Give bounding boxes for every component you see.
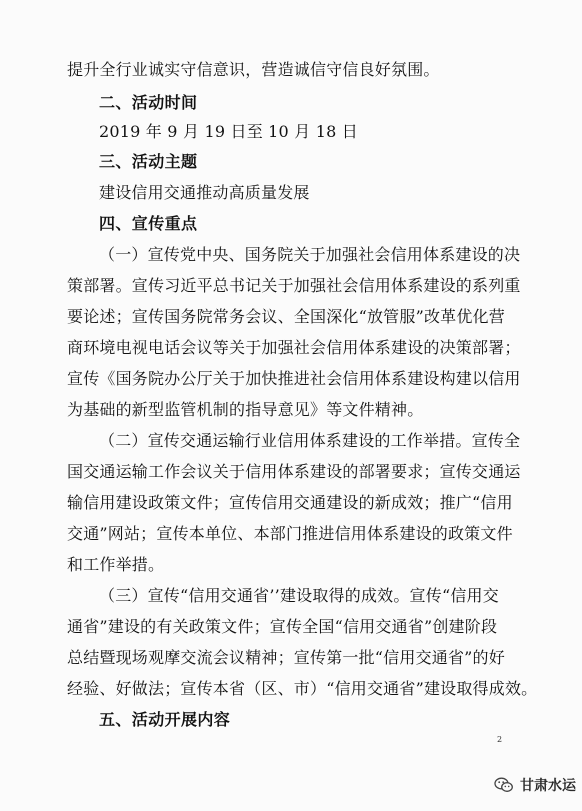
watermark-text: 甘肃水运 [520, 778, 576, 794]
text-line: 通省”建设的有关政策文件；宣传全国“信用交通省”创建阶段 [67, 617, 498, 636]
watermark [494, 770, 576, 800]
text-line: 策部署。宣传习近平总书记关于加强社会信用体系建设的系列重 [67, 276, 521, 295]
text-line: 经验、好做法；宣传本省（区、市）“信用交通省”建设取得成效。 [67, 679, 538, 698]
text-line: 国交通运输工作会议关于信用体系建设的部署要求；宣传交通运 [67, 462, 521, 481]
page-number: 2 [497, 735, 503, 744]
wechat-icon [494, 777, 514, 793]
text-line: （一）宣传党中央、国务院关于加强社会信用体系建设的决 [99, 245, 521, 264]
text-line: 总结暨现场观摩交流会议精神；宣传第一批“信用交通省”的好 [67, 648, 505, 667]
text-line: 商环境电视电话会议等关于加强社会信用体系建设的决策部署； [67, 338, 521, 357]
text-line: （三）宣传“信用交通省’’建设取得的成效。宣传“信用交 [99, 586, 499, 605]
text-line: 为基础的新型监管机制的指导意见》等文件精神。 [67, 400, 424, 419]
text-line: 要论述；宣传国务院常务会议、全国深化“放管服”改革优化营 [67, 307, 505, 326]
text-line: 宣传《国务院办公厅关于加快推进社会信用体系建设构建以信用 [67, 369, 521, 388]
text-line: 输信用建设政策文件；宣传信用交通建设的新成效；推广“信用 [67, 493, 513, 512]
text-line: 提升全行业诚实守信意识，营造诚信守信良好氛围。 [67, 60, 440, 79]
text-line: 交通”网站；宣传本单位、本部门推进信用体系建设的政策文件 [67, 524, 513, 543]
section-heading-activity-theme: 三、活动主题 [99, 152, 198, 171]
section-heading-activity-content: 五、活动开展内容 [99, 710, 231, 729]
text-line: 2019 年 9 月 19 日至 10 月 18 日 [99, 122, 358, 141]
text-line: 建设信用交通推动高质量发展 [99, 183, 310, 202]
section-heading-publicity-focus: 四、宣传重点 [99, 214, 198, 233]
section-heading-activity-time: 二、活动时间 [99, 93, 198, 112]
text-line: （二）宣传交通运输行业信用体系建设的工作举措。宣传全 [99, 431, 521, 450]
text-line: 和工作举措。 [67, 555, 165, 574]
